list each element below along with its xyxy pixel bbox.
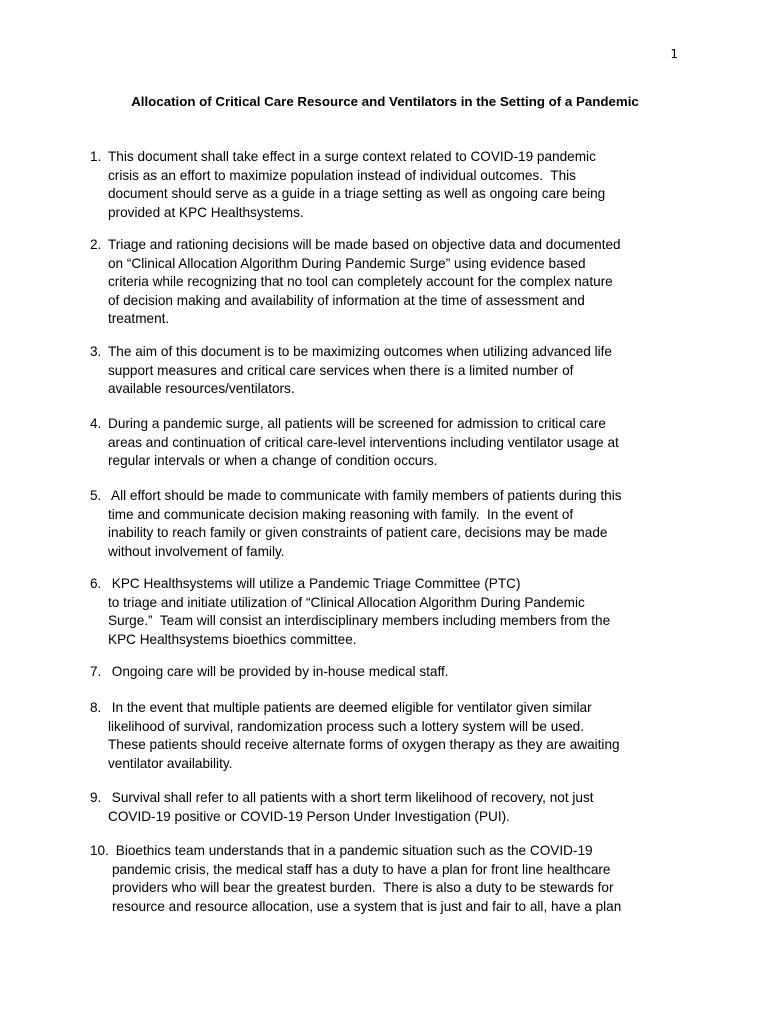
list-item: [90, 343, 690, 399]
text-line: All effort should be made to communicate with family members of patients during this: [108, 488, 622, 503]
list-item-text: [108, 663, 690, 682]
text-line: The aim of this document is to be maximizing outcomes when utilizing advanced life: [108, 344, 612, 359]
page-number: 1: [670, 47, 678, 61]
list-item-number: 5.: [90, 488, 102, 503]
text-line: available resources/ventilators.: [108, 381, 295, 396]
text-line: likelihood of survival, randomization process such a lottery system will be used.: [108, 718, 584, 734]
text-line: ventilator availability.: [108, 755, 233, 771]
list-item-number: 6.: [90, 576, 102, 591]
list-item-number: 1.: [90, 149, 102, 164]
text-line: This document shall take effect in a surge context related to COVID-19 pandemic: [108, 149, 596, 164]
text-line: time and communicate decision making reasoning with family. In the event of: [108, 506, 574, 522]
list-item-text: [108, 236, 690, 329]
list-item-number: 4.: [90, 416, 102, 431]
list-item-number: 2.: [90, 237, 102, 252]
text-line: providers who will bear the greatest burden. There is also a duty to be stewards for: [112, 880, 614, 895]
list-item: [90, 789, 690, 826]
list-item: [90, 148, 690, 222]
list-item-number: 3.: [90, 344, 102, 359]
list-item: [90, 415, 690, 471]
list-item-number: 10.: [90, 843, 109, 858]
list-item: [90, 663, 690, 682]
text-line: Triage and rationing decisions will be made based on objective data and documented: [108, 237, 621, 252]
text-line: KPC Healthsystems bioethics committee.: [108, 631, 357, 647]
text-line: During a pandemic surge, all patients will be screened for admission to critical care: [108, 416, 606, 431]
text-line: treatment.: [108, 311, 170, 326]
text-line: document should serve as a guide in a triage setting as well as ongoing care being: [108, 186, 606, 201]
text-line: criteria while recognizing that no tool can completely account for the complex nature: [108, 274, 613, 289]
list-item-number: 9.: [90, 790, 102, 805]
text-line: inability to reach family or given constraints of patient care, decisions may be made: [108, 525, 608, 540]
list-item-text: [108, 699, 690, 773]
list-item: [90, 487, 690, 561]
text-line: KPC Healthsystems will utilize a Pandemic Triage Committee (PTC): [108, 576, 521, 591]
text-line: Surge.” Team will consist an interdisciplinary members including members from the: [108, 613, 611, 628]
text-line: without involvement of family.: [108, 543, 285, 559]
text-line: support measures and critical care services when there is a limited number of: [108, 362, 574, 378]
text-line: resource and resource allocation, use a system that is just and fair to all, have a plan: [112, 898, 622, 914]
text-line: In the event that multiple patients are deemed eligible for ventilator given similar: [108, 700, 592, 715]
list-item: [90, 575, 690, 649]
text-line: to triage and initiate utilization of “Clinical Allocation Algorithm During Pandemic: [108, 594, 585, 610]
list-item-number: 7.: [90, 664, 102, 679]
list-item-number: 8.: [90, 700, 102, 715]
list-item-text: [112, 842, 690, 916]
text-line: provided at KPC Healthsystems.: [108, 204, 304, 220]
text-line: pandemic crisis, the medical staff has a duty to have a plan for front line healthcare: [112, 861, 611, 877]
text-line: of decision making and availability of information at the time of assessment and: [108, 292, 585, 308]
document-title: Allocation of Critical Care Resource and Ventilators in the Setting of a Pandemic: [131, 94, 639, 109]
text-line: Bioethics team understands that in a pandemic situation such as the COVID-19: [112, 843, 593, 858]
text-line: areas and continuation of critical care-level interventions including ventilator usage at: [108, 434, 619, 450]
text-line: Survival shall refer to all patients with a short term likelihood of recovery, not just: [108, 790, 594, 805]
list-item: [90, 236, 690, 329]
list-item-text: [108, 575, 690, 649]
list-item: [90, 699, 690, 773]
text-line: on “Clinical Allocation Algorithm During Pandemic Surge” using evidence based: [108, 255, 586, 271]
text-line: crisis as an effort to maximize population instead of individual outcomes. This: [108, 167, 576, 183]
text-line: Ongoing care will be provided by in-house medical staff.: [108, 664, 449, 679]
list-item-text: [108, 789, 690, 826]
list-item-text: [108, 148, 690, 222]
list-item-text: [108, 343, 690, 399]
text-line: COVID-19 positive or COVID-19 Person Under Investigation (PUI).: [108, 808, 510, 824]
text-line: These patients should receive alternate forms of oxygen therapy as they are awaiting: [108, 737, 620, 752]
text-line: regular intervals or when a change of condition occurs.: [108, 453, 438, 468]
list-item-text: [108, 415, 690, 471]
list-item-text: [108, 487, 690, 561]
list-item: [90, 842, 690, 916]
